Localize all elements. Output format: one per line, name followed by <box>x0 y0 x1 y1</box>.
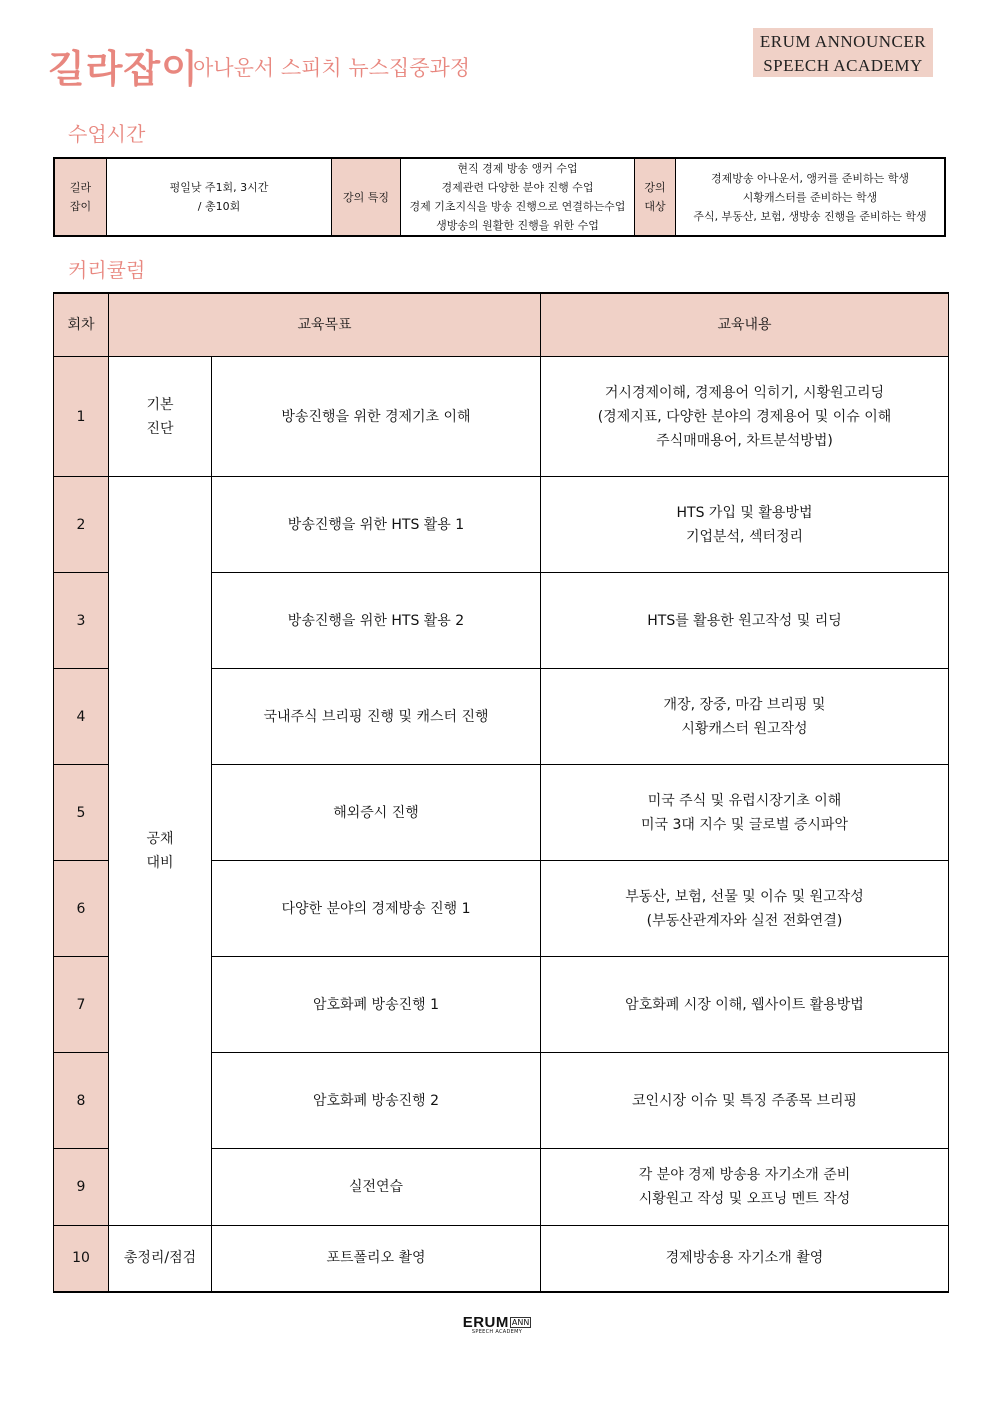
content-cell <box>541 1226 949 1292</box>
goal-cell: 실전연습 <box>212 1149 541 1226</box>
course-time-line: 평일낮 주1회, 3시간 <box>169 181 269 194</box>
content-line: 부동산, 보험, 선물 및 이슈 및 원고작성 <box>625 888 864 905</box>
header-goal: 교육목표 <box>109 293 541 357</box>
header-session: 회차 <box>54 293 109 357</box>
content-cell <box>541 1149 949 1226</box>
schedule-section-title: 수업시간 <box>68 122 146 146</box>
course-label-line: 잡이 <box>69 200 92 213</box>
curriculum-section-title: 커리큘럼 <box>68 258 146 282</box>
content-line: (경제지표, 다양한 분야의 경제용어 및 이슈 이해 <box>597 408 892 425</box>
course-time-line: / 총10회 <box>197 200 241 213</box>
course-time-cell <box>107 158 332 236</box>
goal-cell: 암호화폐 방송진행 2 <box>212 1053 541 1149</box>
category-exam <box>109 477 212 1226</box>
content-line: 코인시장 이슈 및 특징 주종목 브리핑 <box>631 1092 858 1109</box>
content-line: (부동산관계자와 실전 전화연결) <box>646 912 843 929</box>
goal-cell: 방송진행을 위한 HTS 활용 2 <box>212 573 541 669</box>
target-line: 주식, 부동산, 보험, 생방송 진행을 준비하는 학생 <box>693 209 927 223</box>
course-label-line: 길라 <box>69 181 92 194</box>
feature-line: 생방송의 원활한 진행을 위한 수업 <box>436 219 599 232</box>
content-cell <box>541 861 949 957</box>
feature-label-cell: 강의 특징 <box>332 158 401 236</box>
session-number: 4 <box>54 669 109 765</box>
goal-cell: 포트폴리오 촬영 <box>212 1226 541 1292</box>
category-line: 대비 <box>146 855 174 871</box>
content-line: 거시경제이해, 경제용어 익히기, 시황원고리딩 <box>604 384 885 401</box>
content-cell <box>541 765 949 861</box>
content-cell <box>541 1053 949 1149</box>
category-line: 기본 <box>146 396 174 413</box>
content-cell <box>541 573 949 669</box>
session-number: 2 <box>54 477 109 573</box>
content-line: 주식매매용어, 차트분석방법) <box>656 432 833 449</box>
footer-logo-ann: ANN <box>511 1318 530 1327</box>
session-number: 1 <box>54 357 109 477</box>
target-line: 시황캐스터를 준비하는 학생 <box>742 190 878 204</box>
session-number: 9 <box>54 1149 109 1226</box>
session-number: 5 <box>54 765 109 861</box>
content-cell <box>541 669 949 765</box>
content-cell <box>541 357 949 477</box>
feature-line: 경제관련 다양한 분야 진행 수업 <box>441 181 594 194</box>
session-number: 3 <box>54 573 109 669</box>
content-line: 시황캐스터 원고작성 <box>681 720 808 737</box>
session-number: 7 <box>54 957 109 1053</box>
academy-brand-box <box>753 28 933 77</box>
features-cell <box>401 158 635 236</box>
content-line: 시황원고 작성 및 오프닝 멘트 작성 <box>638 1191 851 1207</box>
category-final: 총정리/점검 <box>109 1226 212 1292</box>
session-number: 10 <box>54 1226 109 1292</box>
session-number: 8 <box>54 1053 109 1149</box>
content-line: 개장, 장중, 마감 브리핑 및 <box>663 696 826 713</box>
goal-cell: 다양한 분야의 경제방송 진행 1 <box>212 861 541 957</box>
content-line: HTS를 활용한 원고작성 및 리딩 <box>647 612 842 629</box>
targets-cell <box>676 158 946 236</box>
content-line: 경제방송용 자기소개 촬영 <box>665 1250 824 1267</box>
category-line: 진단 <box>146 420 174 437</box>
target-label-line: 대상 <box>644 200 666 213</box>
goal-cell: 암호화폐 방송진행 1 <box>212 957 541 1053</box>
footer-logo <box>461 1312 533 1335</box>
target-label-cell <box>635 158 676 236</box>
content-cell <box>541 957 949 1053</box>
goal-cell: 방송진행을 위한 경제기초 이해 <box>212 357 541 477</box>
table-row <box>54 357 949 477</box>
goal-cell: 방송진행을 위한 HTS 활용 1 <box>212 477 541 573</box>
header-content: 교육내용 <box>541 293 949 357</box>
session-number: 6 <box>54 861 109 957</box>
page-title: 길라잡이 <box>48 47 199 91</box>
course-label-cell <box>54 158 107 236</box>
table-row <box>54 477 949 573</box>
table-row <box>54 1226 949 1292</box>
goal-cell: 해외증시 진행 <box>212 765 541 861</box>
brand-line-1: ERUM ANNOUNCER <box>759 32 927 51</box>
category-line: 공채 <box>146 831 174 847</box>
content-line: 암호화폐 시장 이해, 웹사이트 활용방법 <box>625 996 864 1013</box>
feature-line: 현직 경제 방송 앵커 수업 <box>457 162 578 175</box>
content-line: HTS 가입 및 활용방법 <box>676 504 813 521</box>
content-line: 기업분석, 섹터정리 <box>685 528 804 545</box>
target-line: 경제방송 아나운서, 앵커를 준비하는 학생 <box>710 171 910 185</box>
brand-line-2: SPEECH ACADEMY <box>763 56 923 75</box>
category-basic <box>109 357 212 477</box>
goal-cell: 국내주식 브리핑 진행 및 캐스터 진행 <box>212 669 541 765</box>
page-subtitle: 아나운서 스피치 뉴스집중과정 <box>193 56 471 80</box>
content-line: 미국 3대 지수 및 글로벌 증시파악 <box>641 816 848 833</box>
content-cell <box>541 477 949 573</box>
target-label-line: 강의 <box>644 181 666 194</box>
feature-line: 경제 기초지식을 방송 진행으로 연결하는수업 <box>409 200 626 213</box>
footer-logo-sub: SPEECH ACADEMY <box>471 1329 523 1335</box>
content-line: 미국 주식 및 유럽시장기초 이해 <box>647 792 842 809</box>
footer-logo-main: ERUM <box>462 1314 509 1331</box>
schedule-table <box>53 157 946 237</box>
curriculum-table <box>53 292 949 1293</box>
content-line: 각 분야 경제 방송용 자기소개 준비 <box>638 1167 851 1183</box>
